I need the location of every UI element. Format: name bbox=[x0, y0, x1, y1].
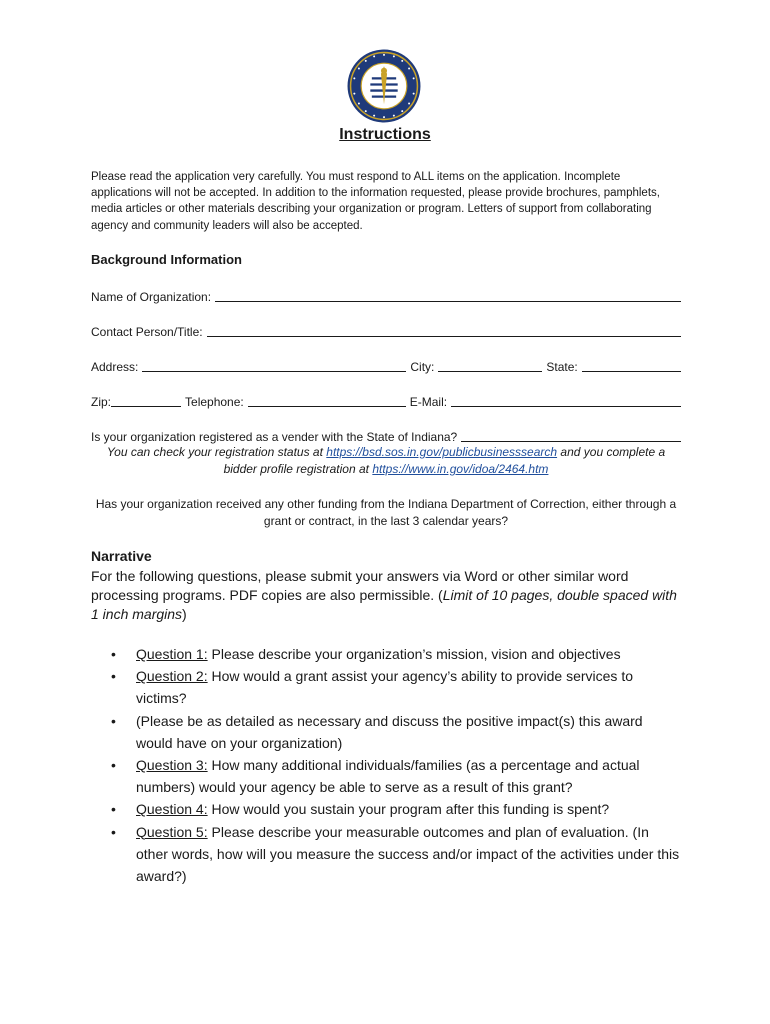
question-label: Question 5: bbox=[136, 823, 208, 840]
list-item bbox=[111, 798, 681, 820]
background-heading: Background Information bbox=[91, 252, 242, 267]
contact-row bbox=[91, 321, 681, 339]
list-item bbox=[111, 821, 681, 888]
question-text: How many additional individuals/families (as a percentage and actual numbers) would your agency be able to serve as a result of this grant? bbox=[136, 757, 640, 796]
state-field[interactable] bbox=[582, 358, 681, 372]
list-item bbox=[111, 710, 681, 754]
question-label: Question 4: bbox=[136, 801, 208, 818]
note-text-2: and you complete a bidder profile registration at bbox=[223, 445, 666, 476]
list-item bbox=[111, 665, 681, 709]
narrative-heading: Narrative bbox=[91, 548, 152, 564]
org-name-label: Name of Organization: bbox=[91, 290, 212, 304]
intro-paragraph: Please read the application very carefully. You must respond to ALL items on the application. Incomplete applications will not be accepted. In addition to the information requested, please provide brochures, pamphlets, media articles or other materials describing your organization or program. Letters of support from collaborating agency and community leaders will also be accepted. bbox=[91, 171, 660, 232]
question-label: Question 1: bbox=[136, 646, 208, 662]
question-label: Question 2: bbox=[136, 668, 208, 685]
org-name-field[interactable] bbox=[215, 288, 681, 302]
list-item bbox=[111, 754, 681, 798]
contact-label: Contact Person/Title: bbox=[91, 325, 203, 339]
zip-field[interactable] bbox=[111, 393, 181, 407]
question-label: Question 3: bbox=[136, 757, 208, 774]
telephone-label: Telephone: bbox=[185, 395, 244, 409]
narrative-limit-note: Limit of 10 pages, double spaced with 1 inch margins bbox=[91, 587, 677, 622]
narrative-intro bbox=[91, 567, 681, 624]
bullet-icon: • bbox=[111, 823, 116, 840]
list-item bbox=[111, 643, 681, 665]
registration-note bbox=[91, 444, 681, 478]
vendor-row bbox=[91, 426, 681, 444]
address-row bbox=[91, 356, 681, 374]
vendor-question: Is your organization registered as a vender with the State of Indiana? bbox=[91, 430, 458, 444]
telephone-field[interactable] bbox=[248, 393, 406, 407]
indiana-doc-seal-icon bbox=[346, 48, 422, 124]
contact-details-row bbox=[91, 391, 681, 409]
bullet-icon: • bbox=[111, 712, 116, 729]
address-label: Address: bbox=[91, 360, 139, 374]
email-label: E-Mail: bbox=[409, 395, 448, 409]
bullet-icon: • bbox=[111, 757, 116, 774]
state-label: State: bbox=[546, 360, 578, 374]
address-field[interactable] bbox=[142, 358, 406, 372]
city-label: City: bbox=[410, 360, 435, 374]
question-list bbox=[111, 643, 681, 887]
bidder-profile-link[interactable]: https://www.in.gov/idoa/2464.htm bbox=[372, 462, 549, 476]
email-field[interactable] bbox=[451, 393, 681, 407]
contact-field[interactable] bbox=[207, 323, 681, 337]
bullet-icon: • bbox=[111, 646, 116, 662]
narrative-intro-text: For the following questions, please submit your answers via Word or other similar word processing programs. PDF copies are also permissible. ( bbox=[91, 568, 629, 603]
city-field[interactable] bbox=[438, 358, 542, 372]
zip-label: Zip: bbox=[91, 395, 112, 409]
question-text: How would a grant assist your agency’s ability to provide services to victims? bbox=[136, 668, 633, 707]
org-name-row bbox=[91, 286, 681, 304]
question-text: How would you sustain your program after this funding is spent? bbox=[211, 801, 610, 818]
bullet-icon: • bbox=[111, 668, 116, 685]
question-text: Please describe your organization’s mission, vision and objectives bbox=[211, 646, 621, 662]
page-title: Instructions bbox=[339, 126, 431, 143]
note-text-1: You can check your registration status at bbox=[106, 445, 323, 459]
bullet-icon: • bbox=[111, 801, 116, 818]
business-search-link[interactable]: https://bsd.sos.in.gov/publicbusinesssearch bbox=[326, 445, 558, 459]
narrative-close-paren: ) bbox=[182, 606, 187, 622]
question-text: Please describe your measurable outcomes and plan of evaluation. (In other words, how will you measure the success and/or impact of the activities under this award?) bbox=[136, 823, 680, 885]
question-text: (Please be as detailed as necessary and discuss the positive impact(s) this award would have on your organization) bbox=[136, 712, 643, 751]
funding-question: Has your organization received any other funding from the Indiana Department of Correction, either through a grant or contract, in the last 3 calendar years? bbox=[95, 497, 677, 528]
vendor-field[interactable] bbox=[461, 428, 681, 442]
